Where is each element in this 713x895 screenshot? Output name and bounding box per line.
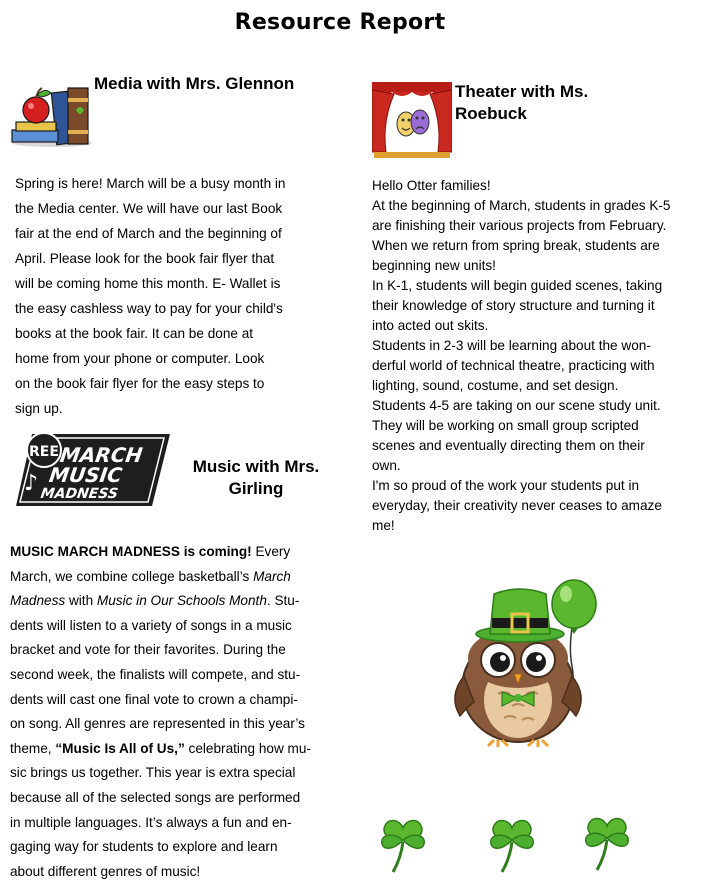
- theater-heading: [455, 81, 588, 125]
- shamrock-icon: [582, 810, 632, 872]
- theater-line: are finishing their various projects from February.: [372, 218, 667, 233]
- theater-line: lighting, sound, costume, and set design.: [372, 378, 619, 393]
- theater-line: scenes and eventually directing them on their: [372, 438, 645, 453]
- theater-line: me!: [372, 518, 395, 533]
- music-line: sic brings us together. This year is extra special: [10, 765, 296, 781]
- music-line: gaging way for students to explore and learn: [10, 839, 278, 855]
- media-line: fair at the end of March and the beginning of: [15, 226, 282, 241]
- theater-body: [372, 176, 707, 536]
- music-heading: [186, 456, 326, 500]
- logo-badge-text: REE: [29, 444, 59, 460]
- apple-books-icon: [10, 78, 94, 148]
- music-line: dents will cast one final vote to crown a champi-: [10, 691, 298, 707]
- music-heading-line2: Girling: [228, 479, 284, 498]
- media-line: will be coming home this month. E- Wallet is: [15, 276, 281, 291]
- music-line: about different genres of music!: [10, 863, 201, 879]
- music-line: theme, “Music Is All of Us,” celebrating how mu-: [10, 740, 311, 756]
- logo-line3: MADNESS: [39, 486, 120, 502]
- march-music-madness-logo: [14, 428, 172, 510]
- music-line: second week, the finalists will compete, and stu-: [10, 666, 301, 682]
- theater-line: When we return from spring break, students are: [372, 238, 660, 253]
- media-line: April. Please look for the book fair flyer that: [15, 251, 275, 266]
- shamrock-icon: [378, 812, 428, 874]
- theater-line: At the beginning of March, students in grades K-5: [372, 198, 671, 213]
- music-heading-line1: Music with Mrs.: [192, 457, 320, 476]
- media-body: [15, 171, 335, 421]
- music-line: bracket and vote for their favorites. During the: [10, 642, 286, 658]
- owl-leprechaun-icon: [442, 576, 607, 748]
- theater-line: own.: [372, 458, 401, 473]
- theater-line: I'm so proud of the work your students put in: [372, 478, 640, 493]
- music-line: March, we combine college basketball’s March: [10, 568, 291, 584]
- shamrock-icon: [487, 812, 537, 874]
- theater-line: beginning new units!: [372, 258, 496, 273]
- theater-line: derful world of technical theatre, practicing with: [372, 358, 655, 373]
- media-line: the Media center. We will have our last Book: [15, 201, 283, 216]
- music-line: MUSIC MARCH MADNESS is coming! Every: [10, 544, 291, 559]
- logo-line2: MUSIC: [47, 463, 124, 487]
- music-line: dents will listen to a variety of songs in a music: [10, 617, 292, 633]
- theater-heading-line1: Theater with Ms.: [455, 82, 589, 101]
- media-line: on the book fair flyer for the easy steps to: [15, 376, 265, 391]
- theater-line: They will be working on small group scripted: [372, 418, 639, 433]
- music-body: [10, 540, 340, 884]
- theater-line: their knowledge of story structure and turning it: [372, 298, 655, 313]
- music-line: in multiple languages. It’s always a fun and en-: [10, 814, 292, 830]
- media-line: sign up.: [15, 401, 63, 416]
- theater-line: In K-1, students will begin guided scenes, taking: [372, 278, 663, 293]
- page-title: Resource Report: [234, 10, 446, 35]
- media-line: books at the book fair. It can be done at: [15, 326, 254, 341]
- theater-stage-icon: [372, 82, 452, 160]
- music-line: on song. All genres are represented in this year’s: [10, 716, 305, 732]
- music-line: because all of the selected songs are performed: [10, 789, 301, 805]
- theater-line: Students in 2-3 will be learning about the won-: [372, 338, 651, 353]
- media-line: Spring is here! March will be a busy month in: [15, 176, 286, 191]
- svg-text:♪: ♪: [24, 471, 39, 496]
- theater-line: into acted out skits.: [372, 318, 489, 333]
- music-line: Madness with Music in Our Schools Month. Stu-: [10, 593, 300, 609]
- media-heading: Media with Mrs. Glennon: [94, 74, 295, 93]
- theater-line: everyday, their creativity never ceases to amaze: [372, 498, 662, 513]
- logo-line1: MARCH: [58, 443, 145, 467]
- theater-line: Students 4-5 are taking on our scene study unit.: [372, 398, 661, 413]
- theater-heading-line2: Roebuck: [455, 104, 527, 123]
- media-line: the easy cashless way to pay for your child's: [15, 301, 283, 316]
- theater-line: Hello Otter families!: [372, 178, 491, 193]
- media-line: home from your phone or computer. Look: [15, 351, 265, 366]
